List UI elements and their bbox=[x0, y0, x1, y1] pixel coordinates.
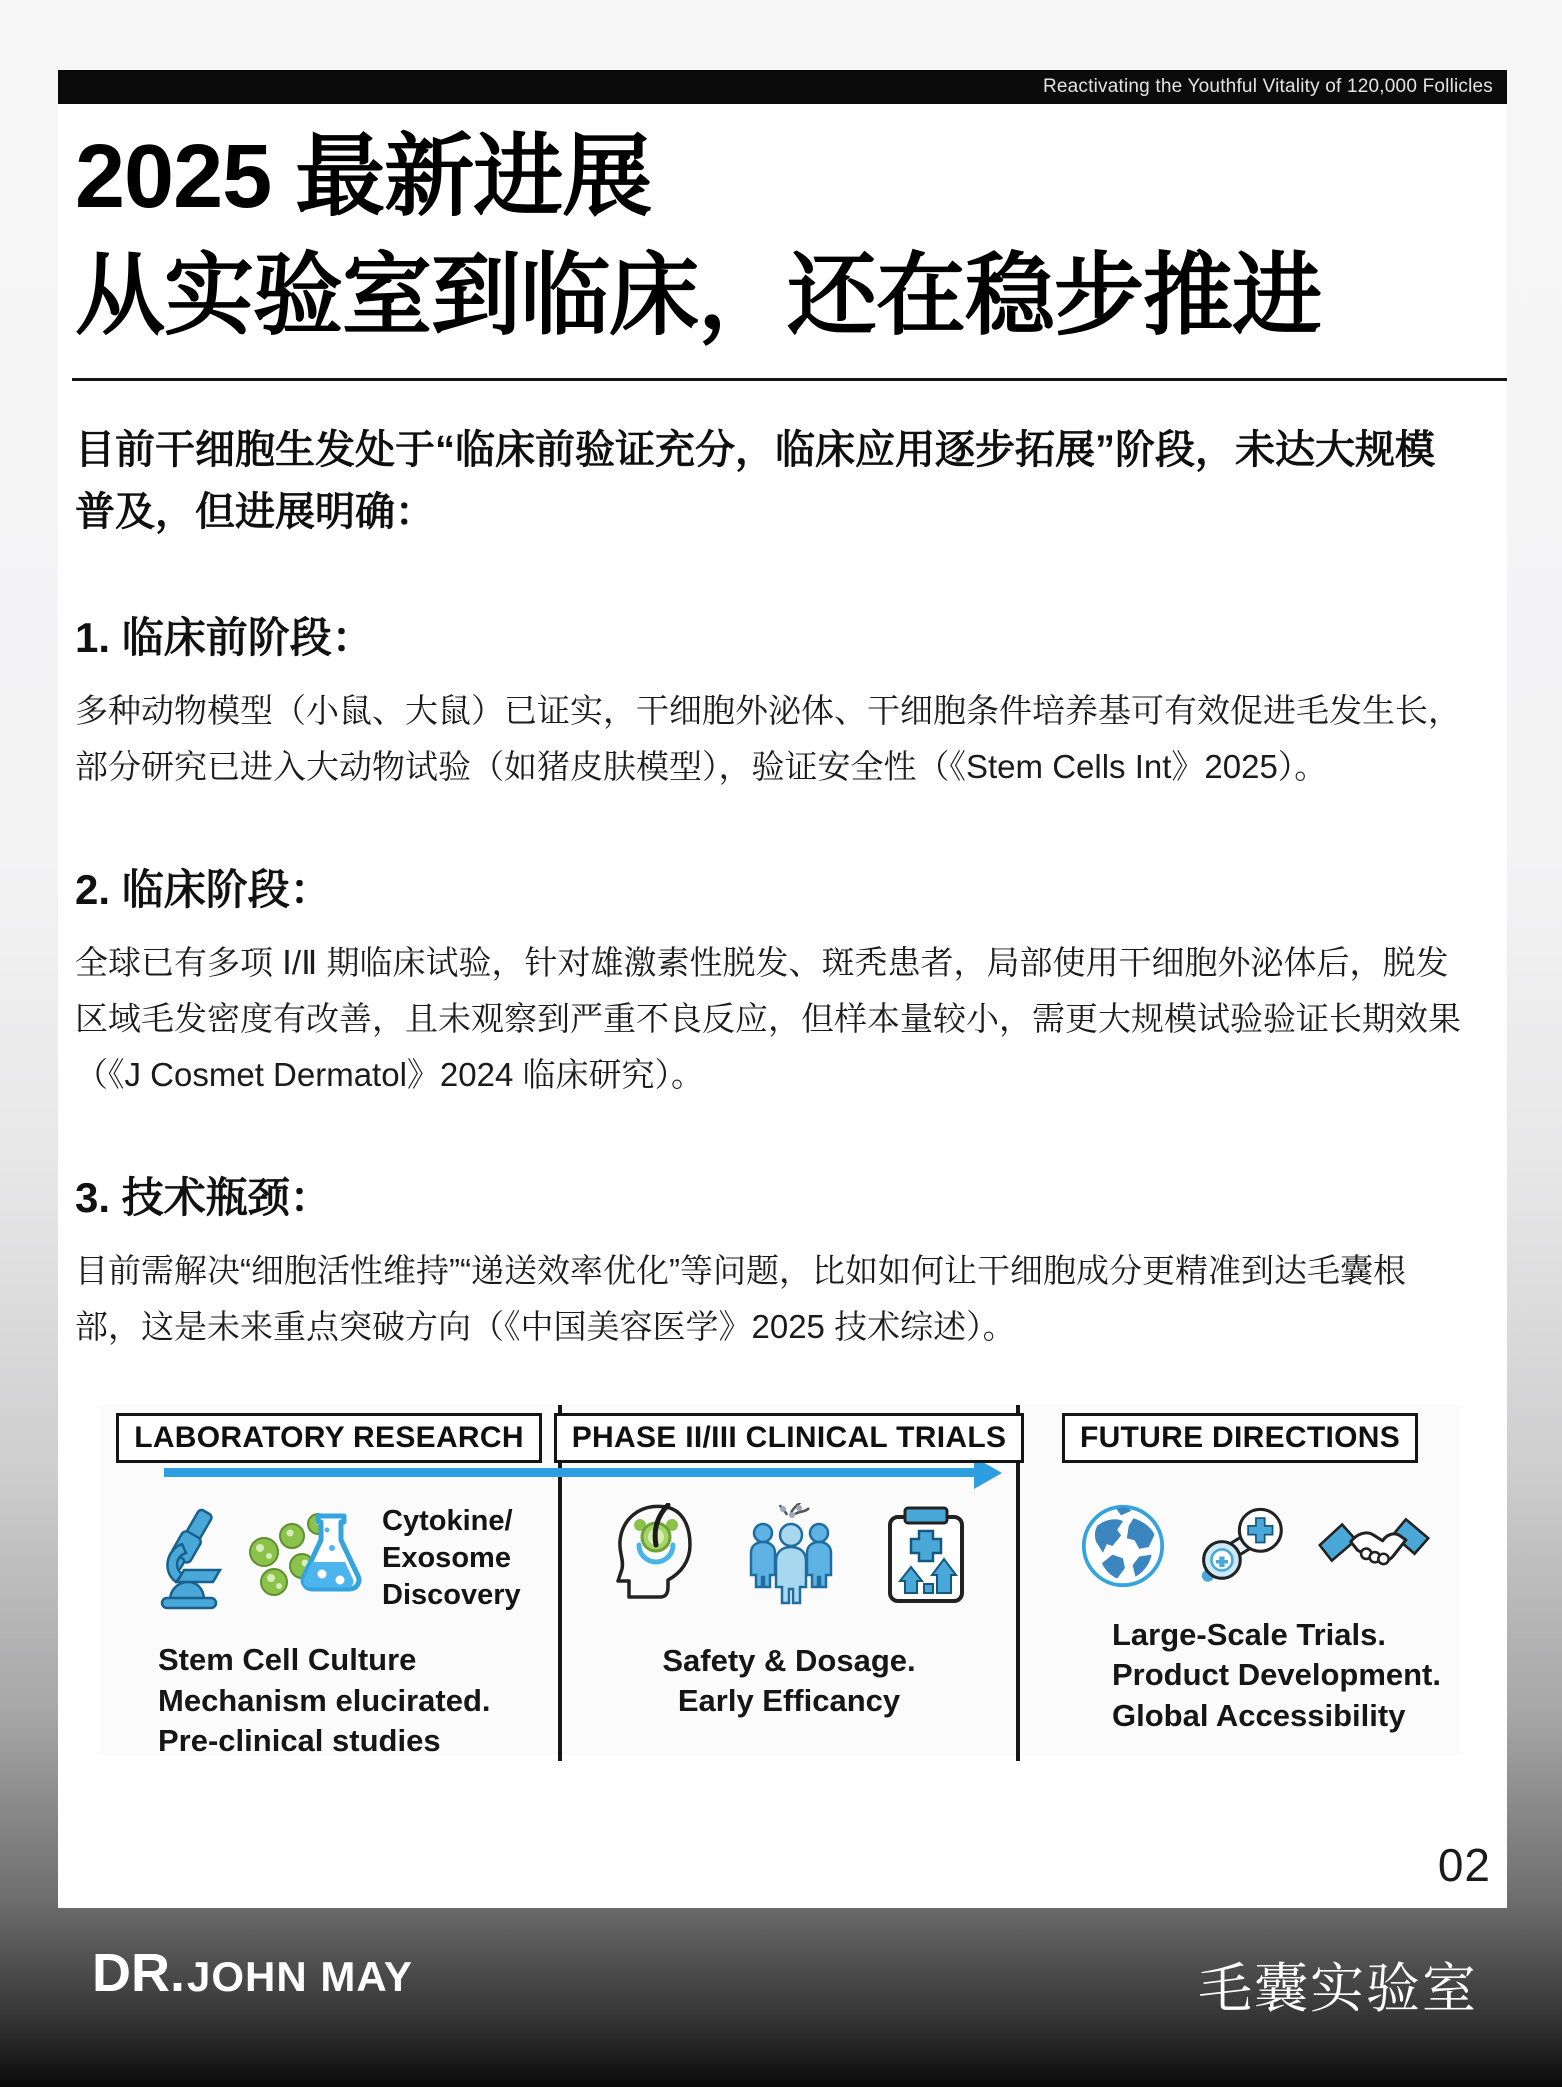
title-line-1: 2025 最新进展 bbox=[75, 127, 652, 227]
panel-header-label: LABORATORY RESEARCH bbox=[116, 1413, 542, 1463]
pipeline-infographic bbox=[100, 1405, 1460, 1758]
section-preclinical bbox=[75, 605, 1463, 795]
top-banner-tagline: Reactivating the Youthful Vitality of 120,000 Follicles bbox=[1042, 76, 1493, 97]
panel-laboratory-research bbox=[100, 1405, 562, 1761]
panel-future-directions bbox=[1020, 1405, 1460, 1761]
panel-header-label: PHASE II/III CLINICAL TRIALS bbox=[554, 1413, 1025, 1463]
page-number: 02 bbox=[1437, 1839, 1491, 1891]
cells-flask-icon bbox=[246, 1508, 362, 1610]
brand-prefix: DR. bbox=[92, 1943, 185, 2003]
title-line-2: 从实验室到临床，还在稳步推进 bbox=[75, 245, 1321, 346]
main-content bbox=[58, 118, 1507, 1355]
intro-paragraph: 目前干细胞生发处于“临床前验证充分，临床应用逐步拓展”阶段，未达大规模普及，但进展明确： bbox=[75, 427, 1435, 534]
head-follicle-icon bbox=[610, 1503, 696, 1607]
microscope-icon bbox=[158, 1508, 224, 1610]
top-banner bbox=[58, 70, 1507, 104]
panel-header-label: FUTURE DIRECTIONS bbox=[1062, 1413, 1418, 1463]
clinical-chart-icon bbox=[886, 1505, 966, 1605]
timeline-arrow bbox=[164, 1468, 976, 1477]
brand-name: JOHN MAY bbox=[187, 1953, 413, 2000]
panel-caption: Stem Cell Culture Mechanism elucirated. Pre-clinical studies bbox=[158, 1642, 491, 1758]
section-body: 全球已有多项 Ⅰ/Ⅱ 期临床试验，针对雄激素性脱发、斑秃患者，局部使用干细胞外泌体后，脱发区域毛发密度有改善，且未观察到严重不良反应，但样本量较小，需更大规模试验验证长期效果（《J Cosmet Dermatol》2024 临床研究）。 bbox=[75, 943, 1461, 1093]
brand-chinese-name: 毛囊实验室 bbox=[1198, 1959, 1478, 2019]
panel-clinical-trials bbox=[562, 1405, 1020, 1761]
page-title bbox=[75, 118, 1463, 356]
panel-caption: Safety & Dosage. Early Efficancy bbox=[662, 1643, 916, 1719]
brand-logo bbox=[92, 1942, 413, 2004]
section-heading: 1. 临床前阶段： bbox=[75, 613, 374, 661]
section-body: 多种动物模型（小鼠、大鼠）已证实，干细胞外泌体、干细胞条件培养基可有效促进毛发生长，部分研究已进入大动物试验（如猪皮肤模型），验证安全性（《Stem Cells Int》2025）。 bbox=[75, 691, 1461, 785]
content-card bbox=[58, 70, 1507, 1908]
patient-group-icon bbox=[747, 1503, 835, 1607]
title-divider bbox=[72, 378, 1507, 381]
panel-caption: Large-Scale Trials. Product Development. Global Accessibility bbox=[1112, 1617, 1441, 1733]
footer bbox=[0, 1930, 1562, 2050]
diagnostic-device-icon bbox=[1194, 1503, 1290, 1589]
cytokine-label: Cytokine/ Exosome Discovery bbox=[382, 1505, 521, 1612]
handshake-icon bbox=[1318, 1506, 1430, 1586]
section-clinical bbox=[75, 857, 1463, 1103]
section-heading: 3. 技术瓶颈： bbox=[75, 1174, 332, 1222]
section-heading: 2. 临床阶段： bbox=[75, 865, 332, 913]
section-bottleneck bbox=[75, 1165, 1463, 1355]
globe-icon bbox=[1080, 1503, 1166, 1589]
section-body: 目前需解决“细胞活性维持”“递送效率优化”等问题，比如如何让干细胞成分更精准到达毛囊根部，这是未来重点突破方向（《中国美容医学》2025 技术综述）。 bbox=[75, 1252, 1406, 1346]
